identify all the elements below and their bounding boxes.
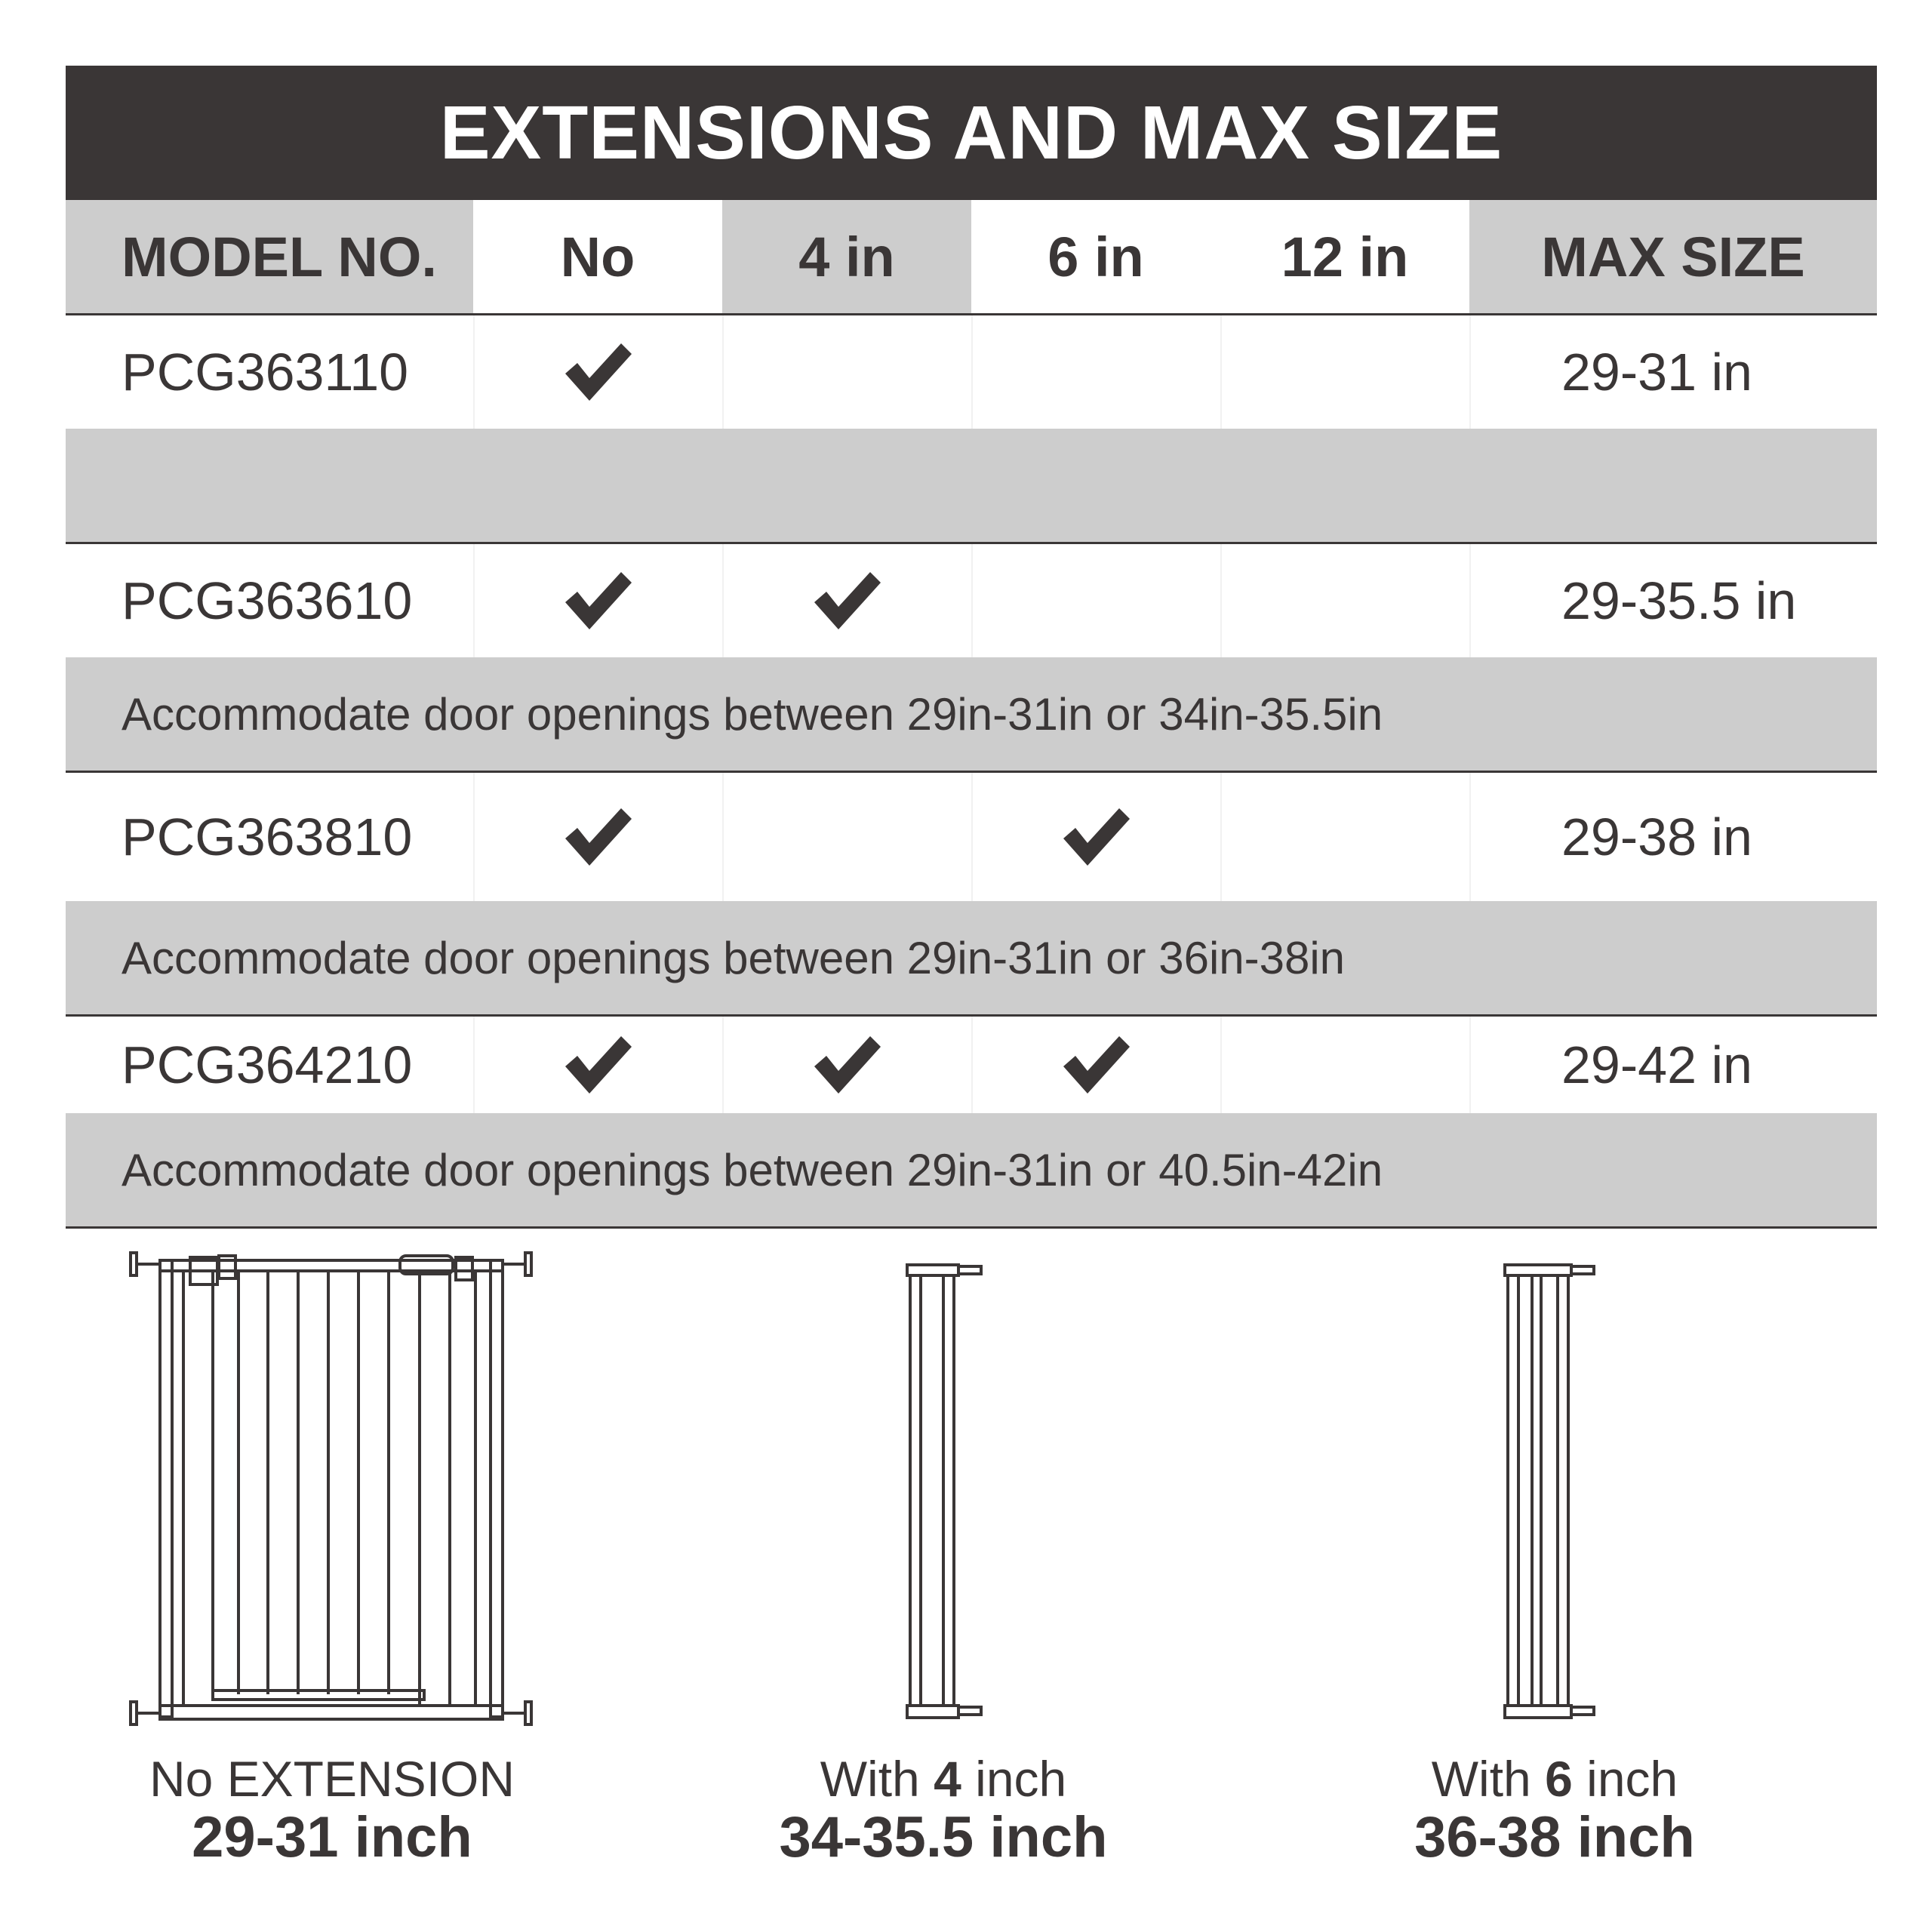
- max-size: 29-31 in: [1469, 315, 1877, 429]
- header-6in: 6 in: [1048, 225, 1144, 288]
- note-text: Accommodate door openings between 29in-31in or 36in-38in: [122, 932, 1346, 983]
- ext-6in-cell: [971, 773, 1220, 901]
- extension-6in-illustration: [1505, 1265, 1594, 1718]
- note-row: [66, 901, 1877, 1017]
- table-row: [66, 1017, 1877, 1113]
- ext-4in-cell: [722, 773, 971, 901]
- note-text: [66, 429, 122, 542]
- checkmark-icon: [562, 340, 635, 404]
- no-ext-cell: [473, 315, 722, 429]
- no-ext-cell: [473, 1017, 722, 1113]
- ext-6in-cell: [971, 315, 1220, 429]
- caption-4in: [755, 1749, 1132, 1867]
- ext-6in-cell: [971, 1017, 1220, 1113]
- note-text: Accommodate door openings between 29in-31in or 34in-35.5in: [122, 688, 1383, 740]
- header-12in: 12 in: [1281, 225, 1409, 288]
- max-size: 29-35.5 in: [1469, 544, 1877, 657]
- model-number: PCG363610: [122, 571, 413, 630]
- checkmark-icon: [562, 1033, 635, 1097]
- table-row: [66, 544, 1877, 657]
- note-row: [66, 429, 1877, 544]
- table-row: [66, 315, 1877, 429]
- extensions-table: [66, 66, 1877, 1229]
- caption-number: 6: [1545, 1751, 1573, 1807]
- header-no: No: [560, 225, 635, 288]
- ext-12in-cell: [1220, 773, 1469, 901]
- model-number: PCG363110: [122, 343, 409, 401]
- checkmark-icon: [811, 569, 884, 632]
- checkmark-icon: [562, 569, 635, 632]
- caption-text: With: [1431, 1751, 1546, 1807]
- caption-line1: [820, 1751, 1066, 1807]
- note-text: Accommodate door openings between 29in-31in or 40.5in-42in: [122, 1144, 1383, 1195]
- extension-4in-illustration: [907, 1265, 981, 1718]
- caption-text: With: [820, 1751, 934, 1807]
- ext-12in-cell: [1220, 544, 1469, 657]
- caption-unit: inch: [961, 1751, 1067, 1807]
- max-size: 29-38 in: [1469, 773, 1877, 901]
- gate-illustration: [131, 1253, 531, 1724]
- checkmark-icon: [1060, 1033, 1133, 1097]
- max-size: 29-42 in: [1469, 1017, 1877, 1113]
- header-max-size: MAX SIZE: [1469, 200, 1877, 313]
- caption-no-extension: [143, 1749, 521, 1867]
- ext-4in-cell: [722, 315, 971, 429]
- header-row: [66, 200, 1877, 315]
- no-ext-cell: [473, 544, 722, 657]
- ext-4in-cell: [722, 1017, 971, 1113]
- caption-range: 34-35.5 inch: [779, 1805, 1108, 1869]
- table-row: [66, 773, 1877, 901]
- table-title: EXTENSIONS AND MAX SIZE: [66, 66, 1877, 200]
- header-model: MODEL NO.: [66, 200, 473, 313]
- caption-range: 29-31 inch: [192, 1805, 472, 1869]
- no-ext-cell: [473, 773, 722, 901]
- note-row: [66, 657, 1877, 773]
- ext-4in-cell: [722, 544, 971, 657]
- checkmark-icon: [562, 805, 635, 869]
- checkmark-icon: [811, 1033, 884, 1097]
- ext-12in-cell: [1220, 315, 1469, 429]
- caption-line1: [1432, 1751, 1678, 1807]
- model-number: PCG363810: [122, 808, 413, 866]
- model-number: PCG364210: [122, 1035, 413, 1094]
- caption-line1: [149, 1751, 515, 1807]
- checkmark-icon: [1060, 805, 1133, 869]
- caption-range: 36-38 inch: [1414, 1805, 1695, 1869]
- caption-text: No EXTENSION: [149, 1751, 515, 1807]
- header-4in: 4 in: [722, 200, 971, 313]
- note-row: [66, 1113, 1877, 1229]
- caption-number: 4: [934, 1751, 961, 1807]
- ext-12in-cell: [1220, 1017, 1469, 1113]
- ext-6in-cell: [971, 544, 1220, 657]
- caption-unit: inch: [1572, 1751, 1678, 1807]
- caption-6in: [1366, 1749, 1743, 1867]
